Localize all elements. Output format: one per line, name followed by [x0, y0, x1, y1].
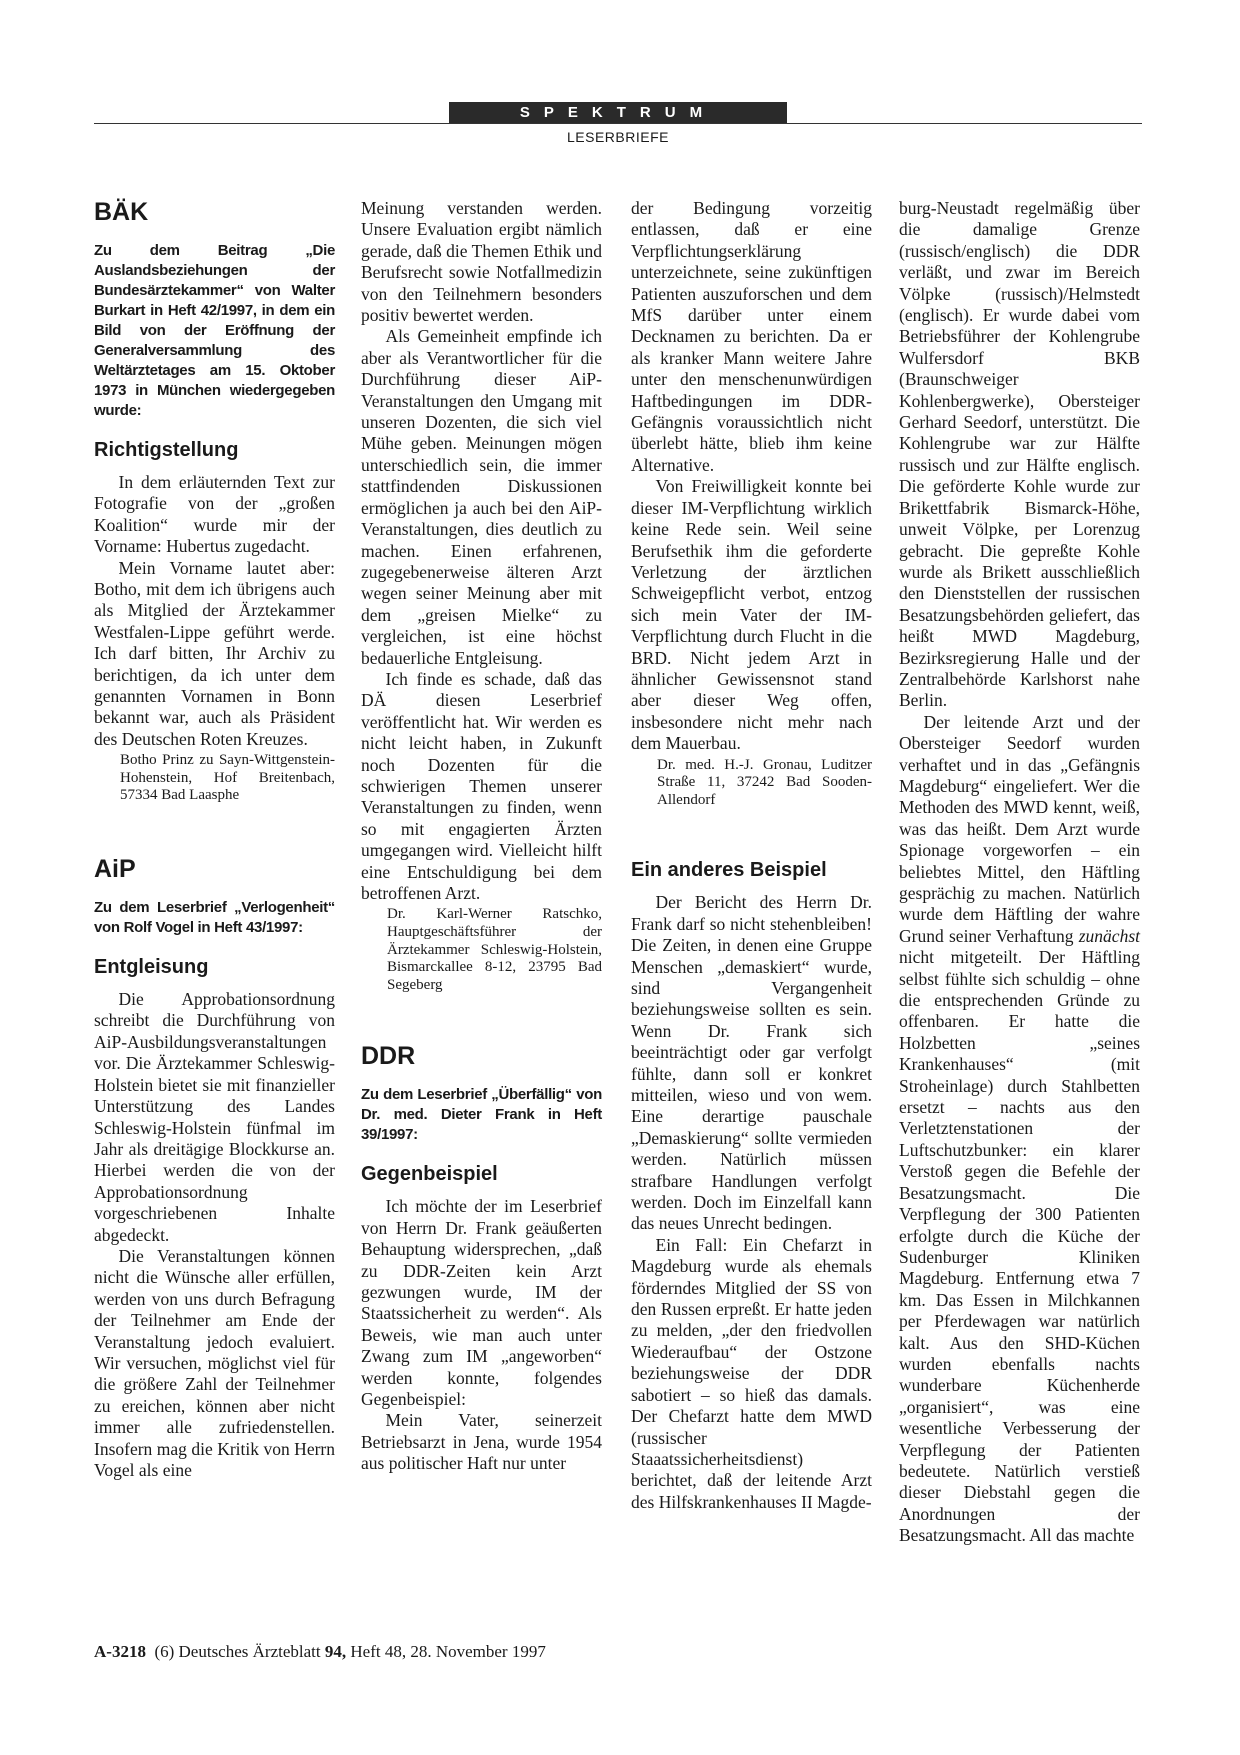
text-run: Der leitende Arzt und der Obersteiger Seedorf wurden verhaftet und in das „Gefängnis Magdeburg“ eingeliefert. Wer die Methoden des MWD kennt, weiß, was das heißt. Dem Arzt wurde Spionage vorgeworfen – ein beliebtes Mittel, den Häftling gesprächig zu machen. Natürlich wurde dem Häftling der wahre Grund seiner Verhaftung	[899, 711, 1140, 946]
header-rule	[94, 123, 1142, 124]
paragraph: der Bedingung vorzeitig entlassen, daß er eine Verpflichtungserklärung unterzeichnete, seine zukünftigen Patienten auszuforschen und dem MfS darüber unter einem Decknamen zu berichten. Da er als kranker Mann weitere Jahre unter den menschenunwürdigen Haftbedingungen im DDR-Gefängnis voraussichtlich nicht überlebt hätte, blieb ihm keine Alternative.	[631, 198, 872, 475]
paragraph: Von Freiwilligkeit konnte bei dieser IM-Verpflichtung wirklich keine Rede sein. Weil seine Berufsethik ihm die geforderte Verletzung der ärztlichen Schweigepflicht verbot, entzog sich mein Vater der IM-Verpflichtung durch Flucht in die BRD. Nicht jedem Arzt in ähnlicher Gewissensnot stand aber dieser Weg offen, insbesondere nicht mehr nach dem Mauerbau.	[631, 476, 872, 754]
paragraph: burg-Neustadt regelmäßig über die damalige Grenze (russisch/englisch) die DDR verläßt, und zwar im Bereich Völpke (russisch)/Helmstedt (englisch). Er wurde dabei vom Betriebsführer der Kohlengrube Wulfersdorf BKB (Braunschweiger Kohlenbergwerke), Obersteiger Gerhard Seedorf, unterstützt. Die Kohlengrube war zur Hälfte russisch und zur Hälfte englisch. Die geförderte Kohle wurde zur Brikettfabrik Bismarck-Höhe, unweit Völpke, per Lorenzug gebracht. Die gepreßte Kohle wurde als Brikett ausschließlich den Dienststellen der russischen Besatzungsbehörden geliefert, das heißt MWD Magdeburg, Bezirksregierung Halle und der Zentralbehörde Karlshorst nahe Berlin.	[899, 198, 1140, 711]
paragraph: Mein Vater, seinerzeit Betriebsarzt in Jena, wurde 1954 aus politischer Haft nur unter	[361, 1410, 602, 1474]
paragraph: Die Veranstaltungen können nicht die Wünsche aller erfüllen, werden von uns durch Befragung der Teilnehmer am Ende der Veranstaltung jedoch evaluiert. Wir versuchen, möglichst viel für die größere Zahl der Teilnehmer zu ereichen, können aber nicht immer alle zufriedenstellen. Insofern mag die Kritik von Herrn Vogel als eine	[94, 1245, 335, 1480]
column-1	[94, 198, 335, 1481]
topic-ddr: DDR	[361, 1042, 416, 1071]
column-2	[361, 198, 602, 1475]
topic-baek: BÄK	[94, 198, 149, 226]
intro-baek: Zu dem Beitrag „Die Auslandsbeziehungen der Bundesärztekammer“ von Walter Burkart in Heft 42/1997, in dem ein Bild von der Eröffnung der Generalversammlung des Weltärztetages am 15. Oktober 1973 in München wiedergegeben wurde:	[94, 242, 335, 419]
topic-aip: AiP	[94, 855, 136, 884]
headline-entgleisung: Entgleisung	[94, 956, 209, 979]
journal-name: (6) Deutsches Ärzteblatt	[154, 1642, 325, 1661]
section-band: SPEKTRUM	[449, 102, 787, 124]
volume: 94,	[324, 1642, 347, 1661]
paragraph: Ich möchte der im Leserbrief von Herrn Dr. Frank geäußerten Behauptung widersprechen, „daß zu DDR-Zeiten kein Arzt gezwungen wurde, IM der Staatssicherheit zu werden“. Als Beweis, wie man auch unter Zwang zum IM „angeworben“ werden konnte, folgendes Gegenbeispiel:	[361, 1196, 602, 1410]
issue-date: Heft 48, 28. November 1997	[346, 1642, 546, 1661]
page-number: A-3218	[94, 1642, 146, 1661]
paragraph	[899, 712, 1140, 1547]
paragraph: Meinung verstanden werden. Unsere Evaluation ergibt nämlich gerade, daß die Themen Ethik und Berufsrecht sowie Notfallmedizin von den Teilnehmern besonders positiv bewertet werden.	[361, 198, 602, 326]
signature: Botho Prinz zu Sayn-Wittgenstein-Hohenstein, Hof Breitenbach, 57334 Bad Laasphe	[120, 752, 335, 804]
headline-gegenbeispiel: Gegenbeispiel	[361, 1163, 498, 1186]
page-footer	[94, 1642, 546, 1662]
paragraph: Ein Fall: Ein Chefarzt in Magdeburg wurde als ehemals förderndes Mitglied der SS von den Russen erpreßt. Er hatte jeden zu melden, „der den friedvollen Wiederaufbau“ der Ostzone beziehungsweise der DDR sabotiert – so hieß das damals. Der Chefarzt hatte dem MWD (russischer Staaatssicherheitsdienst) berichtet, daß der leitende Arzt des Hilfskrankenhauses II Magde-	[631, 1234, 872, 1512]
emphasis: zunächst	[1078, 925, 1140, 946]
paragraph: Der Bericht des Herrn Dr. Frank darf so nicht stehenbleiben! Die Zeiten, in denen eine Gruppe Menschen „demaskiert“ wurde, sind Vergangenheit beziehungsweise sollten es sein. Wenn Dr. Frank sich beeinträchtigt oder gar verfolgt fühlte, dann soll er konkret mitteilen, wieso und von wem. Eine derartige pauschale „Demaskierung“ sollte vermieden werden. Natürlich müssen strafbare Handlungen verfolgt werden. Doch im Einzelfall kann das neues Unrecht bedingen.	[631, 892, 872, 1234]
signature: Dr. Karl-Werner Ratschko, Hauptgeschäftsführer der Ärztekammer Schleswig-Holstein, Bismarckallee 8-12, 23795 Bad Segeberg	[387, 906, 602, 993]
text-run: nicht mitgeteilt. Der Häftling selbst fühlte sich schuldig – ohne die entsprechenden Gründe zu offenbaren. Er hatte die Holzbetten „seines Krankenhauses“ (mit Stroheinlage) durch Stahlbetten ersetzt – nachts aus den Verletztenstationen der Luftschutzbunker: ein klarer Verstoß gegen die Befehle der Besatzungsmacht. Die Verpflegung der 300 Patienten erfolgte durch die Küche der Sudenburger Kliniken Magdeburg. Entfernung etwa 7 km. Das Essen in Milchkannen per Pferdewagen war natürlich kalt. Aus den SHD-Küchen wurden ebenfalls nachts wunderbare Küchenherde „organisiert“, was eine wesentliche Verbesserung der Verpflegung der Patienten bedeutete. Natürlich verstieß dieser Diebstahl gegen die Anordnungen der Besatzungsmacht. All das machte	[899, 947, 1140, 1546]
signature: Dr. med. H.-J. Gronau, Luditzer Straße 11, 37242 Bad Sooden-Allendorf	[657, 756, 872, 808]
paragraph: Die Approbationsordnung schreibt die Durchführung von AiP-Ausbildungsveranstaltungen vor. Die Ärztekammer Schleswig-Holstein bietet sie mit finanzieller Unterstützung des Landes Schleswig-Holstein fünfmal im Jahr als dreitägige Blockkurse an. Hierbei werden die von der Approbationsordnung vorgeschriebenen Inhalte abgedeckt.	[94, 989, 335, 1245]
paragraph: Als Gemeinheit empfinde ich aber als Verantwortlicher für die Durchführung dieser AiP-Veranstaltungen den Umgang mit unseren Dozenten, die sich viel Mühe geben. Meinungen mögen unterschiedlich sein, die immer stattfindenden Diskussionen ermöglichen ja auch bei den AiP-Veranstaltungen, dies deutlich zu machen. Einen erfahrenen, zugegebenerweise älteren Arzt wegen seiner Meinung aber mit dem „greisen Mielke“ zu vergleichen, ist eine höchst bedauerliche Entgleisung.	[361, 326, 602, 668]
paragraph: Mein Vorname lautet aber: Botho, mit dem ich übrigens auch als Mitglied der Ärztekammer Westfalen-Lippe geführt werde. Ich darf bitten, Ihr Archiv zu berichtigen, da ich unter dem genannten Vornamen in Bonn bekannt war, auch als Präsident des Deutschen Roten Kreuzes.	[94, 557, 335, 749]
column-3	[631, 198, 872, 1513]
section-subtitle: LESERBRIEFE	[567, 129, 669, 145]
paragraph: In dem erläuternden Text zur Fotografie von der „großen Koalition“ wurde mir der Vorname: Hubertus zugedacht.	[94, 472, 335, 557]
intro-ddr: Zu dem Leserbrief „Überfällig“ von Dr. med. Dieter Frank in Heft 39/1997:	[361, 1086, 602, 1144]
column-4	[899, 198, 1140, 1547]
headline-ein-anderes-beispiel: Ein anderes Beispiel	[631, 859, 827, 882]
headline-richtigstellung: Richtigstellung	[94, 439, 239, 461]
paragraph: Ich finde es schade, daß das DÄ diesen Leserbrief veröffentlicht hat. Wir werden es nicht leicht haben, in Zukunft noch Dozenten für die schwierigen Themen unserer Veranstaltungen zu finden, wenn so mit engagierten Ärzten umgegangen wird. Vielleicht hilft eine Entschuldigung bei dem betroffenen Arzt.	[361, 668, 602, 903]
intro-aip: Zu dem Leserbrief „Verlogenheit“ von Rolf Vogel in Heft 43/1997:	[94, 899, 335, 937]
